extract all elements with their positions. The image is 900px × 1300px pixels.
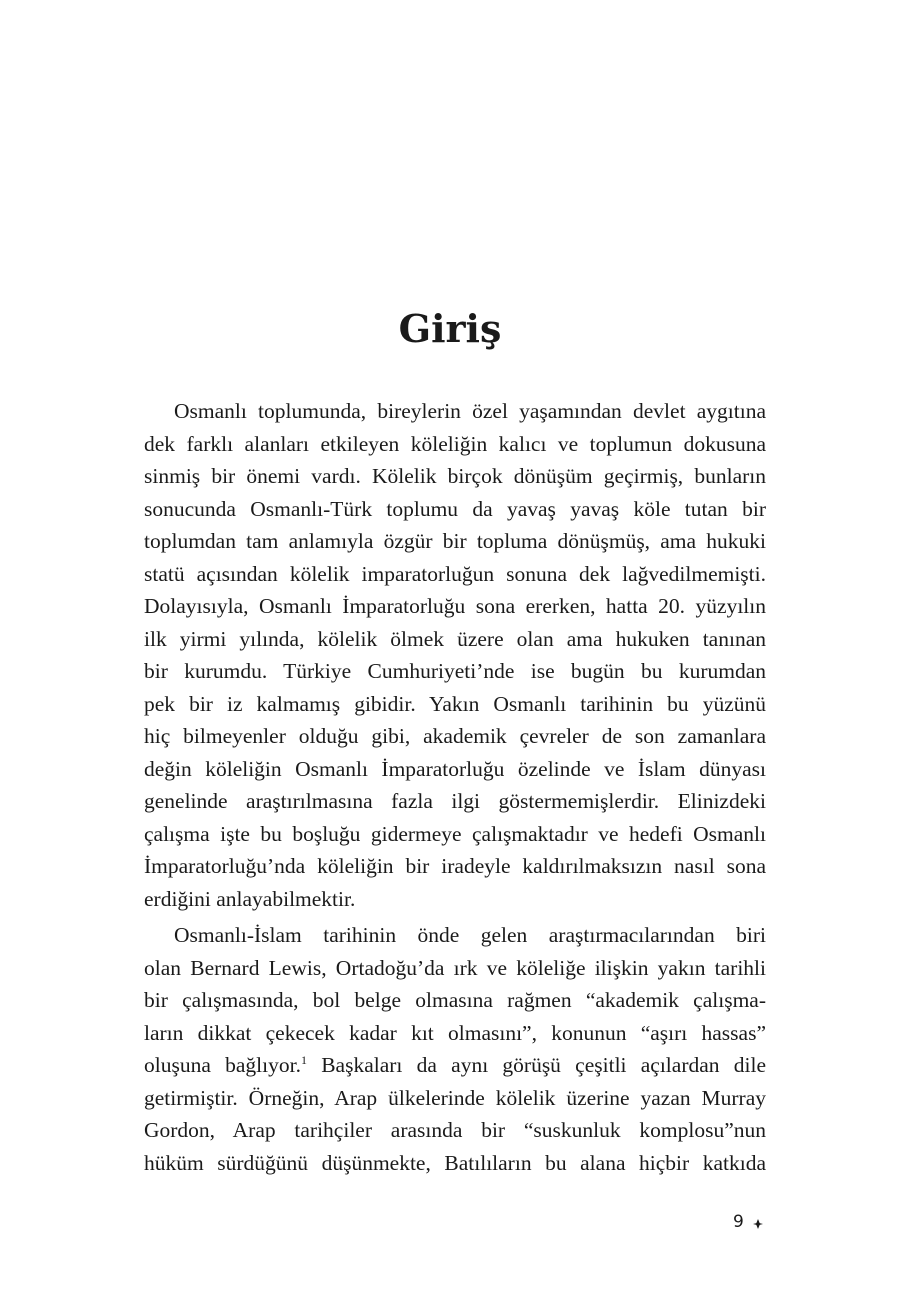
text-line: bir kurumdu. Türkiye Cumhuriyeti’nde ise bugün bu kurumdan [144, 659, 766, 683]
text-line: hiç bilmeyenler olduğu gibi, akademik çevreler de son zamanlara [144, 724, 766, 748]
text-line: sonucunda Osmanlı-Türk toplumu da yavaş yavaş köle tutan bir [144, 496, 766, 521]
body-text [144, 395, 766, 1179]
text-line: çalışma işte bu boşluğu gidermeye çalışmaktadır ve hedefi Osmanlı [144, 821, 766, 846]
page-title: Giriş [398, 306, 502, 351]
text-line: ilk yirmi yılında, kölelik ölmek üzere olan ama hukuken tanınan [144, 626, 766, 651]
text-line: erdiğini anlayabilmektir. [144, 886, 356, 911]
text-line: hüküm sürdüğünü düşünmekte, Batılıların bu alana hiçbir katkıda [144, 1150, 766, 1175]
text-line: olan Bernard Lewis, Ortadoğu’da ırk ve köleliğe ilişkin yakın tarihli [144, 955, 766, 980]
text-line: İmparatorluğu’nda köleliğin bir iradeyle kaldırılmaksızın nasıl sona [144, 854, 766, 878]
paragraph-2 [144, 919, 766, 1179]
text-line: getirmiştir. Örneğin, Arap ülkelerinde kölelik üzerine yazan Murray [144, 1085, 766, 1110]
text-line: Osmanlı-İslam tarihinin önde gelen araştırmacılarından biri [174, 923, 766, 947]
paragraph-1 [144, 395, 766, 915]
text-line: dek farklı alanları etkileyen köleliğin kalıcı ve toplumun dokusuna [144, 431, 766, 456]
text-line: bir çalışmasında, bol belge olmasına rağmen “akademik çalışma- [144, 988, 766, 1012]
text-line: ların dikkat çekecek kadar kıt olmasını”, konunun “aşırı hassas” [144, 1020, 766, 1045]
text-segment: oluşuna bağlıyor. [144, 1053, 301, 1077]
diamond-ornament-icon [752, 1218, 764, 1230]
text-line: statü açısından kölelik imparatorluğun sonuna dek lağvedilmemişti. [144, 561, 766, 586]
text-line: toplumdan tam anlamıyla özgür bir topluma dönüşmüş, ama hukuki [144, 529, 766, 553]
page-number: 9 [733, 1212, 744, 1232]
footnote-reference[interactable]: 1 [300, 1053, 307, 1067]
text-line: değin köleliğin Osmanlı İmparatorluğu özelinde ve İslam dünyası [144, 756, 766, 781]
text-line: sinmiş bir önemi vardı. Kölelik birçok dönüşüm geçirmiş, bunların [144, 464, 766, 488]
text-segment: Başkaları da aynı görüşü çeşitli açılardan dile [306, 1053, 766, 1077]
text-line-with-footnote [144, 1049, 766, 1082]
text-line: pek bir iz kalmamış gibidir. Yakın Osmanlı tarihinin bu yüzünü [144, 691, 766, 716]
text-line: genelinde araştırılmasına fazla ilgi göstermemişlerdir. Elinizdeki [144, 789, 766, 813]
text-line: Dolayısıyla, Osmanlı İmparatorluğu sona ererken, hatta 20. yüzyılın [144, 594, 766, 618]
text-line: Osmanlı toplumunda, bireylerin özel yaşamından devlet aygıtına [174, 399, 766, 423]
text-line: Gordon, Arap tarihçiler arasında bir “suskunluk komplosu”nun [144, 1118, 766, 1142]
